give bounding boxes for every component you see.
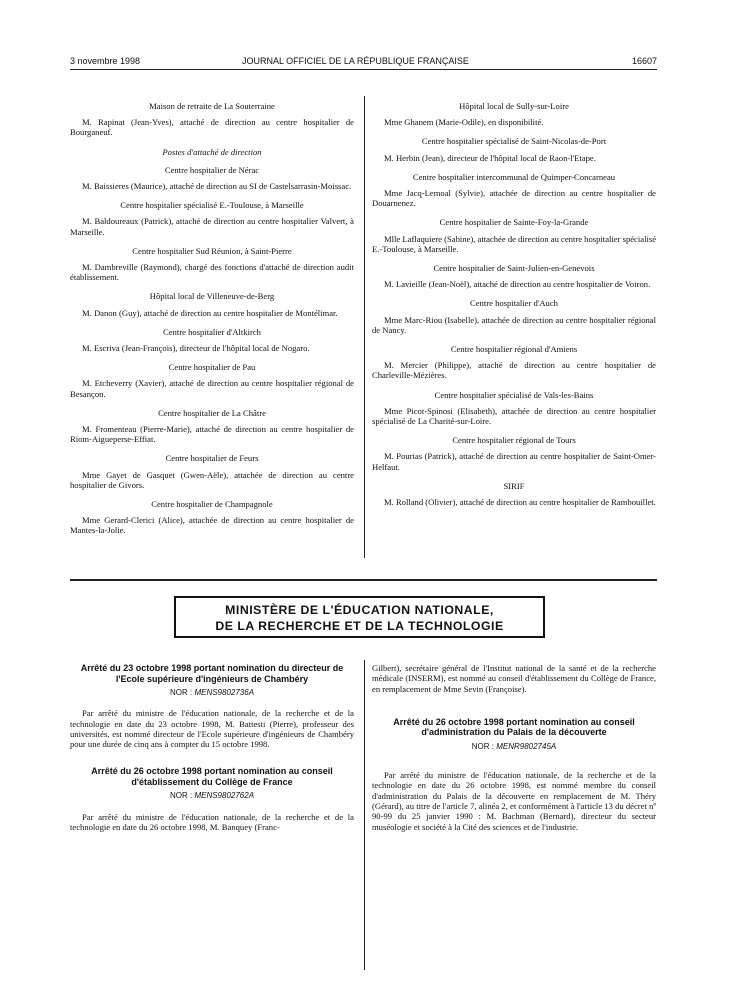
entry-heading: Centre hospitalier intercommunal de Quimper-Concarneau [412, 171, 616, 182]
entry-text: Mme Ghanem (Marie-Odile), en disponibilité. [384, 117, 544, 128]
entry-heading: Centre hospitalier Sud Réunion, à Saint-Pierre [132, 245, 292, 256]
entry-text: Mme Gerard-Clerici (Alice), attachée de direction au centre hospitalier de Mantes-la-Jolie. [70, 515, 354, 536]
bottom-left-column [70, 663, 354, 841]
entry-text: M. Escriva (Jean-François), directeur de l'hôpital local de Nogaro. [82, 343, 310, 354]
header-journal-title: JOURNAL OFFICIEL DE LA RÉPUBLIQUE FRANÇAISE [242, 56, 469, 66]
entry-heading: Centre hospitalier de Saint-Julien-en-Genevois [433, 263, 595, 274]
entry-heading: Centre hospitalier de La Châtre [158, 407, 266, 418]
arrete-1-body: Par arrêté du ministre de l'éducation nationale, de la recherche et de la technologie en date du 23 octobre 1998, M. Battesti (Pierre), professeur des universités, est nommé directeur de l'Ecole supérieure d'ingénieurs de Chambéry pour une durée de cinq ans à compter du 15 octobre 1998. [70, 708, 354, 750]
entry-heading: Centre hospitalier de Nérac [164, 164, 260, 175]
arrete-3-title: Arrêté du 26 octobre 1998 portant nomination au conseil d'administration du Palais de la découverte [393, 716, 635, 738]
entry-heading: Postes d'attaché de direction [162, 146, 262, 157]
entry-text: Mme Gayet de Gasquet (Gwen-Aële), attachée de direction au centre hospitalier de Givors. [70, 469, 354, 490]
entry-text: M. Baldoureaux (Patrick), attaché de direction au centre hospitalier Valvert, à Marseille. [70, 216, 354, 237]
entry-text: Mme Picot-Spinosi (Elisabeth), attachée de direction au centre hospitalier spécialisé de La Charité-sur-Loire. [372, 405, 656, 427]
entry-text: Mme Jacq-Lemoal (Sylvie), attachée de direction au centre hospitalier de Douarnenez. [372, 188, 656, 209]
entry-heading: Centre hospitalier spécialisé de Vals-les-Bains [434, 389, 594, 400]
entry-heading: Centre hospitalier de Sainte-Foy-la-Grande [439, 217, 589, 228]
left-column [70, 101, 354, 545]
entry-heading: Centre hospitalier régional d'Amiens [450, 344, 578, 355]
arrete-1-title: Arrêté du 23 octobre 1998 portant nomination du directeur de l'Ecole supérieure d'ingénieurs de Chambéry [80, 663, 344, 684]
entry-text: M. Lavieille (Jean-Noël), attaché de direction au centre hospitalier de Voiron. [384, 279, 651, 290]
entry-text: Mlle Laflaquiere (Sabine), attachée de direction au centre hospitalier spécialisé E.-Toulouse, à Marseille. [372, 233, 657, 254]
entry-heading: Centre hospitalier spécialisé E.-Toulouse, à Marseille [120, 200, 304, 211]
arrete-2-body: Par arrêté du ministre de l'éducation nationale, de la recherche et de la technologie en date du 26 octobre 1998, M. Banquey (Franc- [70, 811, 354, 833]
entry-text: M. Rapinat (Jean-Yves), attaché de direction au centre hospitalier de Bourganeuf. [70, 117, 354, 138]
entry-text: Mme Marc-Riou (Isabelle), attachée de direction au centre hospitalier régional de Nancy. [372, 314, 656, 335]
entry-text: M. Herbin (Jean), directeur de l'hôpital local de Raon-l'Etape. [384, 152, 596, 163]
bottom-right-column [372, 663, 656, 841]
entry-text: M. Rolland (Olivier), attaché de direction au centre hospitalier de Rambouillet. [384, 497, 656, 508]
entry-heading: Centre hospitalier d'Auch [470, 298, 558, 309]
entry-heading: Maison de retraite de La Souterraine [149, 101, 275, 111]
entry-text: M. Mercier (Philippe), attaché de direction au centre hospitalier de Charleville-Mézières. [372, 360, 656, 381]
entry-text: M. Dambreville (Raymond), chargé des fonctions d'attaché de direction audit établissement. [70, 262, 354, 283]
right-column [372, 101, 656, 516]
arrete-2-body-continued: Gilbert), secrétaire général de l'Institut national de la santé et de la recherche médicale (INSERM), est nommé au conseil d'établissement du Collège de France, en remplacement de Mme Sevin (Françoise). [372, 663, 656, 694]
page-header [70, 56, 657, 70]
entry-heading: SIRIF [503, 480, 525, 491]
entry-heading: Hôpital local de Sully-sur-Loire [459, 101, 569, 111]
arrete-2-title: Arrêté du 26 octobre 1998 portant nomination au conseil d'établissement du Collège de France [91, 766, 333, 787]
ministry-line-2: DE LA RECHERCHE ET DE LA TECHNOLOGIE [215, 619, 504, 633]
entry-heading: Centre hospitalier de Pau [168, 362, 256, 373]
entry-text: M. Etcheverry (Xavier), attaché de direction au centre hospitalier régional de Besançon. [70, 378, 354, 399]
column-divider-top [364, 96, 365, 558]
arrete-3-nor: NOR : MENR9802745A [471, 741, 557, 751]
entry-heading: Centre hospitalier spécialisé de Saint-Nicolas-de-Port [421, 136, 607, 147]
ministry-title-box [174, 596, 545, 638]
entry-text: M. Baissieres (Maurice), attaché de direction au SI de Castelsarrasin-Moissac. [82, 181, 352, 192]
entry-text: M. Danon (Guy), attaché de direction au centre hospitalier de Montélimar. [82, 307, 338, 318]
header-date: 3 novembre 1998 [70, 56, 141, 66]
ministry-line-1: MINISTÈRE DE L'ÉDUCATION NATIONALE, [225, 603, 494, 617]
column-divider-bottom [364, 660, 365, 970]
header-rule [70, 69, 657, 70]
entry-heading: Centre hospitalier régional de Tours [452, 435, 576, 446]
section-rule [70, 579, 657, 581]
entry-heading: Centre hospitalier de Feurs [165, 453, 259, 464]
arrete-1-nor: NOR : MENS9802736A [169, 688, 255, 697]
header-page-number: 16607 [631, 56, 657, 66]
entry-text: M. Pourias (Patrick), attaché de direction au centre hospitalier de Saint-Omer-Helfaut. [372, 451, 656, 472]
arrete-2-nor: NOR : MENS9802762A [169, 791, 255, 801]
entry-heading: Hôpital local de Villeneuve-de-Berg [149, 291, 275, 302]
entry-heading: Centre hospitalier de Champagnole [151, 499, 273, 510]
entry-text: M. Fromenteau (Pierre-Marie), attaché de direction au centre hospitalier de Riom-Aigueperse-Effiat. [70, 424, 354, 445]
entry-heading: Centre hospitalier d'Altkirch [163, 326, 261, 337]
arrete-3-body: Par arrêté du ministre de l'éducation nationale, de la recherche et de la technologie en date du 26 octobre 1998, est nommé membre du conseil d'administration du Palais de la découverte en remplacement de M. Théry (Gérard), au titre de l'article 7, alinéa 2, et conformément à l'article 13 du décret nº 90-99 du 25 janvier 1990 : M. Bachman (Bernard), directeur du secteur muséologie et société à la Cité des sciences et de l'industrie. [372, 770, 656, 832]
